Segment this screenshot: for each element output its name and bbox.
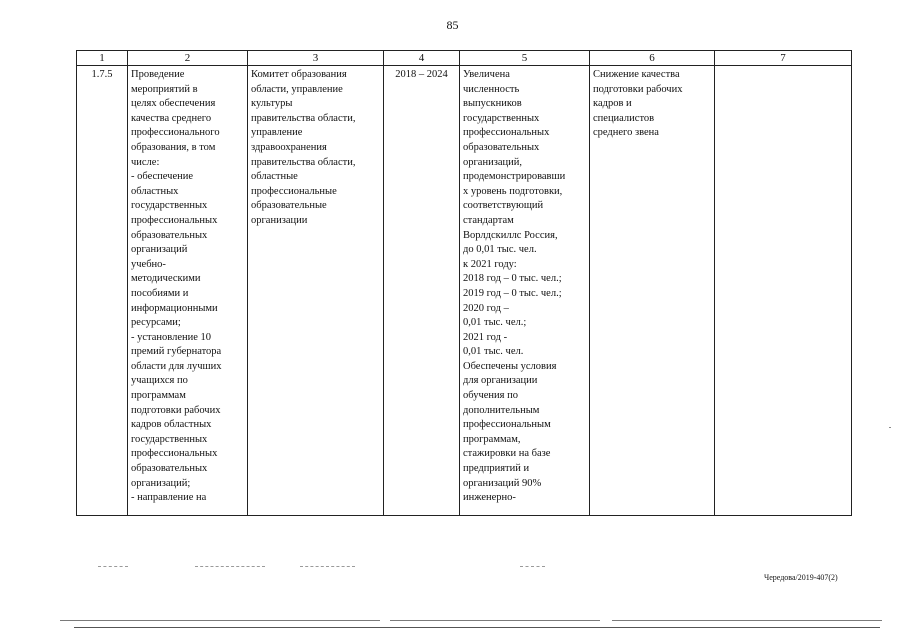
cell-line: обучения по [463,390,518,402]
cell-line: 2019 год – 0 тыс. чел.; [463,287,562,299]
result-cell [460,66,590,516]
column-header-2: 2 [128,51,248,66]
cell-line: образования, в том [131,141,216,153]
page-number: 85 [446,18,459,32]
cell-line: соответствующий [463,200,544,212]
row-number-cell: 1.7.5 [77,66,128,516]
cell-line: профессиональные [251,185,337,197]
relation-cell [715,66,852,516]
cell-line: специалистов [593,112,655,124]
cell-line: кадров и [593,98,632,110]
cell-line: пособиями и [131,287,189,299]
cell-line: среднего звена [593,127,659,139]
cell-line: 2020 год – [463,302,509,314]
period-cell: 2018 – 2024 [384,66,460,516]
cell-line: здравоохранения [251,141,327,153]
cell-line: х уровень подготовки, [463,185,563,197]
column-header-7: 7 [715,51,852,66]
cell-line: профессиональных [463,127,550,139]
cell-line: до 0,01 тыс. чел. [463,244,537,256]
cell-line: профессионального [131,127,220,139]
cell-line: продемонстрировавши [463,171,566,183]
cell-line: организаций [131,244,188,256]
cell-line: организаций 90% [463,477,542,489]
bottom-rule [390,620,600,621]
cell-line: организации [251,214,308,226]
cell-line: ресурсами; [131,317,181,329]
program-table [76,50,852,516]
cell-line: Проведение [131,69,185,80]
bottom-rule [60,620,380,621]
column-header-1: 1 [77,51,128,66]
cell-line: областные [251,171,298,183]
cell-line: Ворлдскиллс Россия, [463,229,558,241]
cell-line: Увеличена [463,69,510,80]
table-row [77,66,852,516]
cell-line: методическими [131,273,201,285]
cell-line: государственных [131,433,208,445]
cell-line: организаций; [131,477,191,489]
scan-artifact-line [520,566,545,567]
cell-line: государственных [463,112,540,124]
cell-line: области для лучших [131,360,222,372]
cell-line: Снижение качества [593,69,680,80]
cell-line: дополнительным [463,404,540,416]
cell-line: областных [131,185,179,197]
scan-artifact-line [98,566,128,567]
cell-line: управление [251,127,303,139]
cell-line: организаций, [463,156,522,168]
executor-cell [248,66,384,516]
cell-line: целях обеспечения [131,98,216,110]
cell-line: 0,01 тыс. чел. [463,346,524,358]
cell-line: профессиональных [131,448,218,460]
cell-line: подготовки рабочих [131,404,221,416]
cell-line: мероприятий в [131,83,198,95]
cell-line: профессиональных [131,214,218,226]
cell-line: правительства области, [251,112,356,124]
cell-line: качества среднего [131,112,212,124]
cell-line: - направление на [131,492,207,504]
cell-line: программам [131,390,186,402]
cell-line: области, управление [251,83,343,95]
column-header-3: 3 [248,51,384,66]
bottom-rule [612,620,882,621]
cell-line: государственных [131,200,208,212]
cell-line: образовательных [463,141,540,153]
cell-line: - обеспечение [131,171,194,183]
column-header-4: 4 [384,51,460,66]
cell-line: образовательные [251,200,327,212]
scan-artifact-line [300,566,355,567]
column-header-5: 5 [460,51,590,66]
cell-line: образовательных [131,229,208,241]
cell-line: к 2021 году: [463,258,517,270]
event-cell [128,66,248,516]
cell-line: предприятий и [463,463,530,475]
cell-line: для организации [463,375,538,387]
cell-line: стандартам [463,214,514,226]
cell-line: информационными [131,302,218,314]
cell-line: инженерно- [463,492,516,504]
cell-line: программам, [463,433,521,445]
cell-line: 2021 год - [463,331,508,343]
cell-line: культуры [251,98,293,110]
header-row [77,51,852,66]
cell-line: премий губернатора [131,346,222,358]
column-header-6: 6 [590,51,715,66]
cell-line: - установление 10 [131,331,212,343]
cell-line: выпускников [463,98,522,110]
cell-line: Обеспечены условия [463,360,557,372]
cell-line: учащихся по [131,375,188,387]
scan-artifact-dot [889,427,891,428]
cell-line: стажировки на базе [463,448,551,460]
cell-line: Комитет образования [251,69,347,80]
cell-line: учебно- [131,258,166,270]
consequences-cell [590,66,715,516]
cell-line: правительства области, [251,156,356,168]
cell-line: кадров областных [131,419,212,431]
cell-line: 0,01 тыс. чел.; [463,317,527,329]
cell-line: числе: [131,156,160,168]
cell-line: численность [463,83,520,95]
cell-line: подготовки рабочих [593,83,683,95]
cell-line: образовательных [131,463,208,475]
cell-line: профессиональным [463,419,551,431]
cell-line: 2018 год – 0 тыс. чел.; [463,273,562,285]
scan-artifact-line [195,566,265,567]
document-code: Чередова/2019-407(2) [764,573,838,582]
bottom-rule [74,627,880,628]
